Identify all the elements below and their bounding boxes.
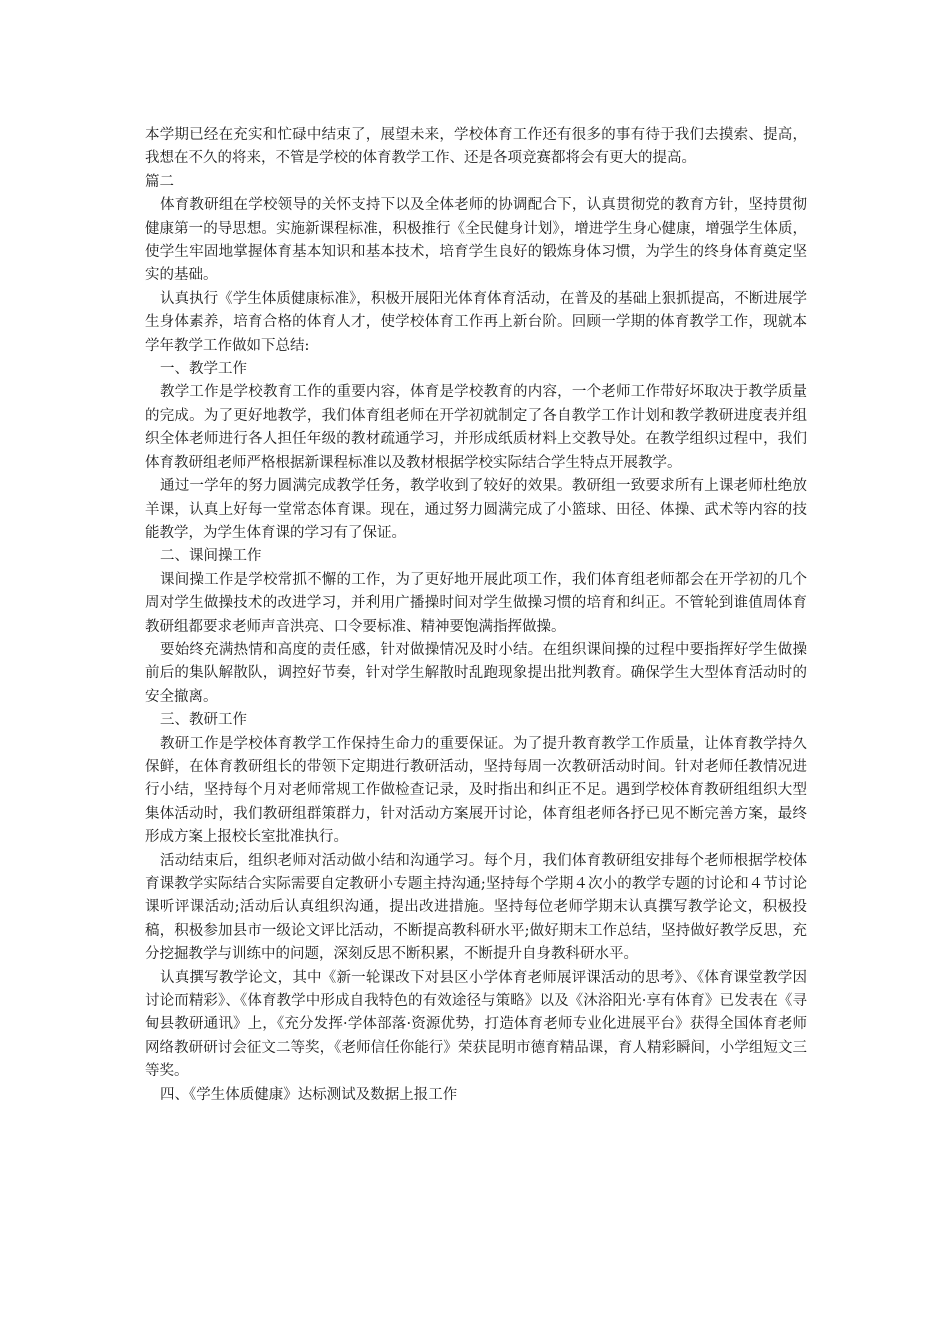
heading-research: 三、教研工作 [160, 712, 247, 729]
section-mark: 篇二 [145, 173, 174, 190]
heading-fitness-test: 四、《学生体质健康》达标测试及数据上报工作 [160, 1086, 458, 1103]
paragraph-2: 认真执行《学生体质健康标准》，积极开展阳光体育体育活动，在普及的基础上狠抓提高，不断进展学生身体素养，培育合格的体育人才，使学校体育工作再上新台阶。回顾一学期的体育教学工作，现就本学年教学工作做如下总结: [145, 290, 807, 354]
paragraph-8: 活动结束后，组织老师对活动做小结和沟通学习。每个月，我们体育教研组安排每个老师根据学校体育课教学实际结合实际需要自定教研小专题主持沟通;坚持每个学期４次小的教学专题的讨论和４节讨论课听评课活动;活动后认真组织沟通，提出改进措施。坚持每位老师学期末认真撰写教学论文，积极投稿，积极参加县市一级论文评比活动，不断提高教科研水平;做好期末工作总结，坚持做好教学反思，充分挖掘教学与训练中的问题，深刻反思不断积累，不断提升自身教科研水平。 [145, 852, 807, 963]
paragraph-3: 教学工作是学校教育工作的重要内容，体育是学校教育的内容，一个老师工作带好坏取决于教学质量的完成。为了更好地教学，我们体育组老师在开学初就制定了各自教学工作计划和教学教研进度表并组织全体老师进行各人担任年级的教材疏通学习，并形成纸质材料上交教导处。在教学组织过程中，我们体育教研组老师严格根据新课程标准以及教材根据学校实际结合学生特点开展教学。 [145, 384, 807, 471]
paragraph-4: 通过一学年的努力圆满完成教学任务，教学收到了较好的效果。教研组一致要求所有上课老师杜绝放羊课，认真上好每一堂常态体育课。现在，通过努力圆满完成了小篮球、田径、体操、武术等内容的技能教学，为学生体育课的学习有了保证。 [145, 478, 807, 541]
document-page [145, 124, 807, 1107]
paragraph-5: 课间操工作是学校常抓不懈的工作，为了更好地开展此项工作，我们体育组老师都会在开学初的几个周对学生做操技术的改进学习，并利用广播操时间对学生做操习惯的培育和纠正。不管轮到谁值周体育教研组都要求老师声音洪亮、口令要标准、精神要饱满指挥做操。 [145, 571, 807, 635]
heading-exercise: 二、课间操工作 [160, 548, 262, 565]
paragraph-9: 认真撰写教学论文，其中《新一轮课改下对县区小学体育老师展评课活动的思考》、《体育课堂教学因讨论而精彩》、《体育教学中形成自我特色的有效途径与策略》以及《沐浴阳光·享有体育》已发表在《寻甸县教研通讯》上，《充分发挥·学体部落·资源优势，打造体育老师专业化进展平台》获得全国体育老师网络教研研讨会征文二等奖，《老师信任你能行》荣获昆明市德育精品课，育人精彩瞬间，小学组短文三等奖。 [145, 969, 807, 1080]
paragraph-6: 要始终充满热情和高度的责任感，针对做操情况及时小结。在组织课间操的过程中要指挥好学生做操前后的集队解散队，调控好节奏，针对学生解散时乱跑现象提出批判教育。确保学生大型体育活动时的安全撤离。 [145, 641, 807, 705]
intro-paragraph: 本学期已经在充实和忙碌中结束了，展望未来，学校体育工作还有很多的事有待于我们去摸索、提高，我想在不久的将来，不管是学校的体育教学工作、还是各项竞赛都将会有更大的提高。 [145, 127, 807, 167]
paragraph-1: 体育教研组在学校领导的关怀支持下以及全体老师的协调配合下，认真贯彻党的教育方针，坚持贯彻健康第一的导思想。实施新课程标准，积极推行《全民健身计划》，增进学生身心健康，增强学生体质，使学生牢固地掌握体育基本知识和基本技术，培育学生良好的锻炼身体习惯，为学生的终身体育奠定坚实的基础。 [145, 197, 807, 284]
heading-teaching: 一、教学工作 [160, 361, 247, 378]
paragraph-7: 教研工作是学校体育教学工作保持生命力的重要保证。为了提升教育教学工作质量，让体育教学持久保鲜，在体育教研组长的带领下定期进行教研活动，坚持每周一次教研活动时间。针对老师任教情况进行小结，坚持每个月对老师常规工作做检查记录，及时指出和纠正不足。遇到学校体育教研组组织大型集体活动时，我们教研组群策群力，针对活动方案展开讨论，体育组老师各抒已见不断完善方案，最终形成方案上报校长室批准执行。 [145, 735, 807, 846]
